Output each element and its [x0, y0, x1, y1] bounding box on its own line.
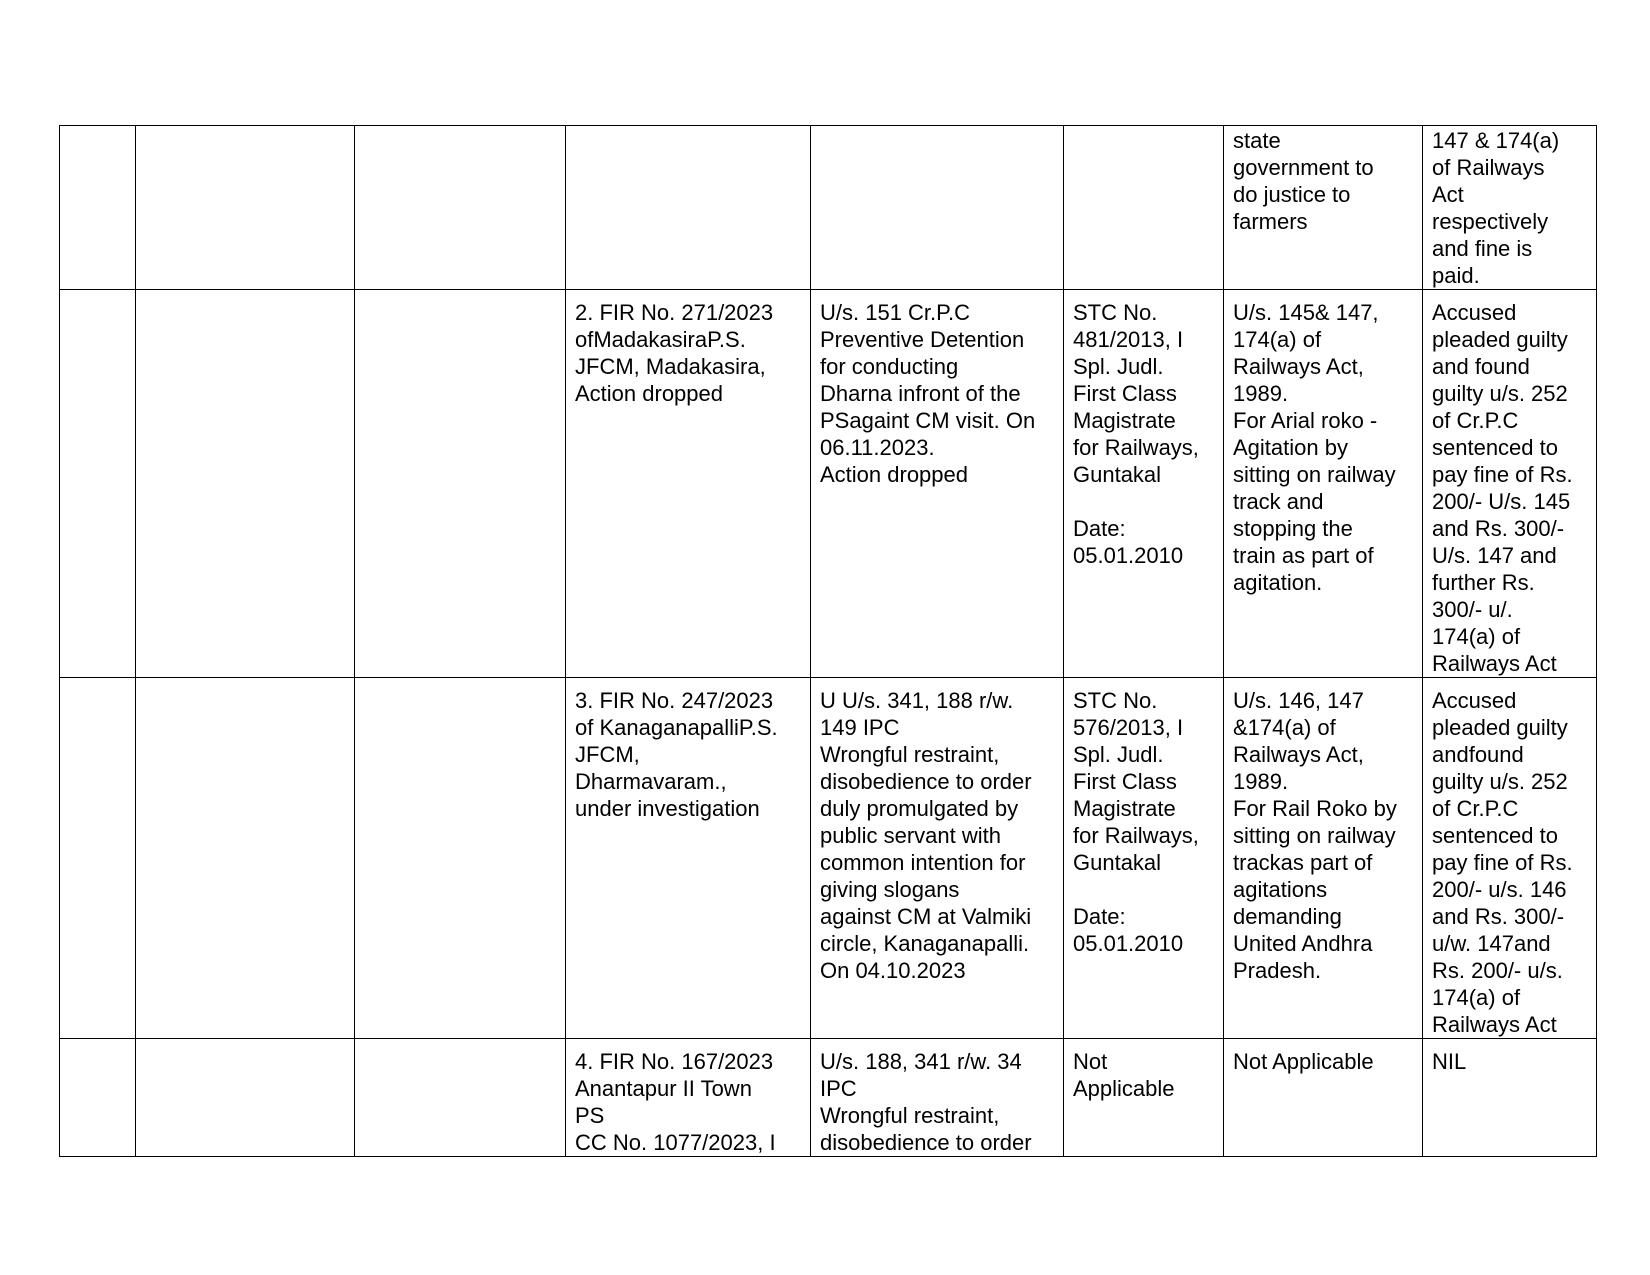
- records-table: [59, 125, 1597, 1157]
- table-cell: [355, 290, 566, 678]
- table-cell: STC No. 576/2013, I Spl. Judl. First Class Magistrate for Railways, Guntakal Date: 05.01.2010: [1064, 678, 1224, 1039]
- table-cell: Accused pleaded guilty andfound guilty u/s. 252 of Cr.P.C sentenced to pay fine of Rs. 200/- u/s. 146 and Rs. 300/- u/w. 147and Rs. 200/- u/s. 174(a) of Railways Act: [1423, 678, 1597, 1039]
- table-cell: 4. FIR No. 167/2023 Anantapur II Town PS CC No. 1077/2023, I: [566, 1039, 811, 1157]
- table-cell: [60, 1039, 136, 1157]
- table-cell: U/s. 188, 341 r/w. 34 IPC Wrongful restraint, disobedience to order: [811, 1039, 1064, 1157]
- table-cell: state government to do justice to farmers: [1224, 126, 1423, 290]
- table-cell: STC No. 481/2013, I Spl. Judl. First Class Magistrate for Railways, Guntakal Date: 05.01.2010: [1064, 290, 1224, 678]
- table-cell: 2. FIR No. 271/2023 ofMadakasiraP.S. JFCM, Madakasira, Action dropped: [566, 290, 811, 678]
- table-cell: 3. FIR No. 247/2023 of KanaganapalliP.S. JFCM, Dharmavaram., under investigation: [566, 678, 811, 1039]
- table-cell: [566, 126, 811, 290]
- table-cell: U/s. 146, 147 &174(a) of Railways Act, 1989. For Rail Roko by sitting on railway trackas part of agitations demanding United Andhra Pradesh.: [1224, 678, 1423, 1039]
- table-row: [60, 126, 1597, 290]
- table-cell: 147 & 174(a) of Railways Act respectively and fine is paid.: [1423, 126, 1597, 290]
- table-cell: [136, 678, 355, 1039]
- table-cell: [136, 290, 355, 678]
- table-cell: [136, 126, 355, 290]
- table-cell: NIL: [1423, 1039, 1597, 1157]
- table-cell: [1064, 126, 1224, 290]
- table-cell: Accused pleaded guilty and found guilty u/s. 252 of Cr.P.C sentenced to pay fine of Rs. 200/- U/s. 145 and Rs. 300/- U/s. 147 and further Rs. 300/- u/. 174(a) of Railways Act: [1423, 290, 1597, 678]
- table-cell: [60, 126, 136, 290]
- table-cell: [60, 678, 136, 1039]
- table-cell: [811, 126, 1064, 290]
- table-cell: U/s. 145& 147, 174(a) of Railways Act, 1989. For Arial roko - Agitation by sitting on railway track and stopping the train as part of agitation.: [1224, 290, 1423, 678]
- table-cell: [355, 1039, 566, 1157]
- table-cell: Not Applicable: [1224, 1039, 1423, 1157]
- table-cell: [60, 290, 136, 678]
- table-cell: [355, 678, 566, 1039]
- table-cell: U/s. 151 Cr.P.C Preventive Detention for conducting Dharna infront of the PSagaint CM visit. On 06.11.2023. Action dropped: [811, 290, 1064, 678]
- table-row: [60, 290, 1597, 678]
- table-row: [60, 678, 1597, 1039]
- table-cell: [355, 126, 566, 290]
- table-cell: U U/s. 341, 188 r/w. 149 IPC Wrongful restraint, disobedience to order duly promulgated by public servant with common intention for giving slogans against CM at Valmiki circle, Kanaganapalli. On 04.10.2023: [811, 678, 1064, 1039]
- table-cell: [136, 1039, 355, 1157]
- table-row: [60, 1039, 1597, 1157]
- table-cell: Not Applicable: [1064, 1039, 1224, 1157]
